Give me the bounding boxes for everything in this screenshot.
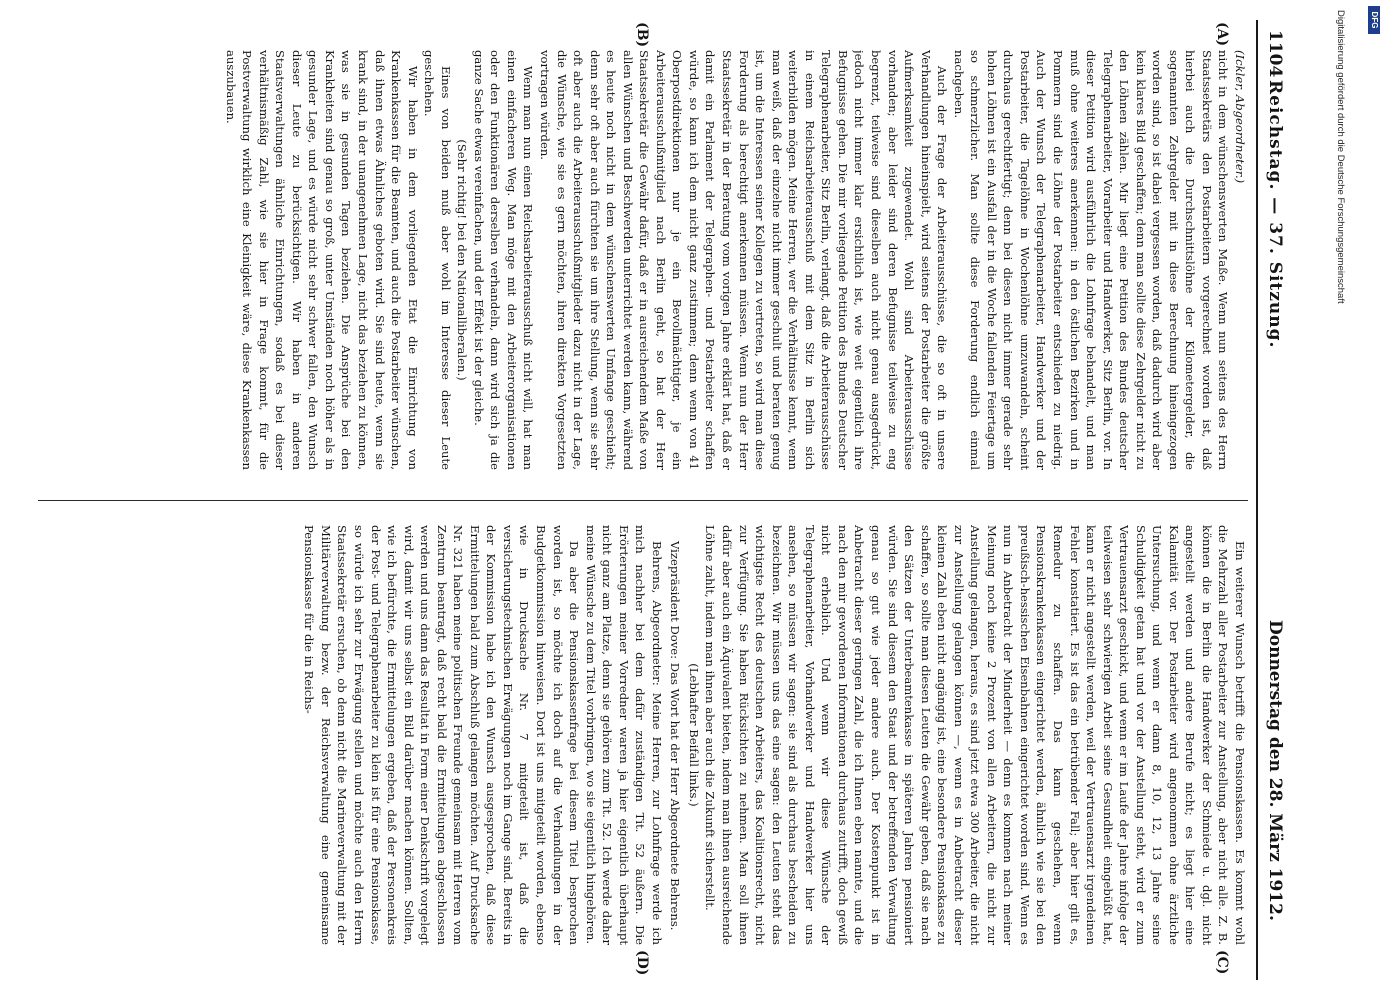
column-divider [38,500,1248,501]
dfg-logo [1368,6,1380,34]
digitization-note-text: Digitalisierung gefördert durch die Deutsche Forschungsgemeinschaft [1335,10,1346,304]
paragraph: Behrens, Abgeordneter: Meine Herren, zur Lohnfrage werde ich mich nachher bei dem dafür zuständigen Tit. 52 äußern. Die Erörterungen meiner Vorredner waren ja hier eigentlich überhaupt nicht ganz am Platze, denn sie gehören zum Tit. 52. Ich werde daher meine Wünsche zu dem Titel vorbringen, wo sie eigentlich hingehören. [583,525,664,945]
paragraph: Auch der Frage der Arbeiterausschüsse, die so oft in unsere Verhandlungen hineinspielt, wird seitens der Postarbeiter die größte Aufmerksamkeit zugewendet. Wohl sind Arbeiterausschüsse vorhanden; aber leider sind deren Befugnisse teilweise zu eng begrenzt, teilweise sind dieselben auch nicht genau ausgedrückt, jedoch nicht immer klar ersichtlich ist, wie weit eigentlich ihre Befugnisse gehen. Die mir vorliegende Petition des Bundes Deutscher Telegraphenarbeiter, Sitz Berlin, verlangt, daß die Arbeiterausschüsse in einem Reichsarbeiterausschuß mit dem Sitz in Berlin sich weiterbilden mögen. Meine Herren, wer die Verhältnisse kennt, wenn man weiß, daß der einzelne nicht immer geschult und beraten genug ist, um die Interessen seiner Kollegen zu vertreten, so wird man diese Forderung als berechtigt anerkennen müssen. Wenn nun der Herr Staatssekretär in der Beratung vom vorigen Jahre erklärt hat, daß er damit ein Parlament der Telegraphen- und Postarbeiter schaffen würde, so kann ich dem nicht ganz zustimmen; denn wenn von 41 Oberpostdirektionen nur je ein Bevollmächtigter, je ein Arbeiterausschußmitglied nach Berlin geht, so hat der Herr Staatssekretär die Gewähr dafür, daß er in ausreichendem Maße von allen Wünschen und Beschwerden unterrichtet werden kann, während es heute noch nicht in dem wünschenswerten Umfange geschieht; denn sehr oft aber auch fürchten sie um ihre Stellung, wenn sie sehr oft aber auch die Arbeiterausschußmitglieder dazu nicht in der Lage, die Wünsche, wie sie es gern möchten, ihren direkten Vorgesetzten vortragen würden. [538,50,950,470]
left-text-column [38,50,1248,470]
paragraph: Da aber die Pensionskassenfrage bei diesem Titel besprochen worden ist, so möchte ich doch auf die Verhandlungen in der Budgetkommission hinweisen. Dort ist uns mitgeteilt worden, ebenso wie in Drucksache Nr. 7 mitgeteilt ist, daß die versicherungstechnischen Erwägungen noch im Gange sind. Bereits in der Kommission habe ich den Wunsch ausgesprochen, daß diese Ermittelungen bald zum Abschluß gelangen möchten. Auf Drucksache Nr. 321 haben meine politischen Freunde gemeinsam mit Herren vom Zentrum beantragt, daß recht bald die Ermittelungen abgeschlossen werden und uns dann das Resultat in Form einer Denkschrift vorgelegt wird, damit wir uns selbst ein Bild darüber machen können. Sollten, wie ich befürchte, die Ermittelungen ergeben, daß der Personenkreis der Post- und Telegraphenarbeiter zu klein ist für eine Pensionskasse, so würde ich sehr zur Erwägung stellen und möchte auch den Herrn Staatssekretär ersuchen, ob denn nicht die Marineverwaltung mit der Militärverwaltung bezw. der Reichsverwaltung eine gemeinsame Pensionskasse für die in Reichs- [302,525,582,945]
session-date: Donnerstag den 28. März 1912. [1265,620,1285,921]
margin-mark-d: (D) [634,950,650,976]
paragraph: nicht in dem wünschenswerten Maße. Wenn nun seitens des Herrn Staatssekretärs den Postarbeitern vorgerechnet worden ist, daß hierbei auch die Durchschnittslöhne der Kilometergelder, die sogenannten Zehrgelder mit in diese Berechnung hineingezogen worden sind, so ist dabei vergessen worden, daß dadurch wird aber kein klares Bild geschaffen; denn man sollte diese Zehrgelder nicht zu den Löhnen zählen. Mir liegt eine Petition des Bundes deutscher Telegraphenarbeiter, Vorarbeiter und Handwerker, Sitz Berlin, vor. In dieser Petition wird ausführlich die Lohnfrage behandelt, und man muß ohne weiteres anerkennen: in den östlichen Bezirken und in Pommern sind die Löhne der Postarbeiter entschieden zu niedrig. Auch der Wunsch der Telegraphenarbeiter, Handwerker und der Postarbeiter, die Tagelöhne in Wochenlöhne umzuwandeln, scheint durchaus gerechtfertigt; denn bei diesen nicht immer gerade sehr hohen Löhnen ist ein Ausfall der in die Woche fallenden Feiertage um so schmerzlicher. Man sollte diese Forderung endlich einmal nachgeben. [951,50,1231,470]
rotated-document-sheet [0,20,1290,980]
digitization-note [1330,10,1350,990]
interjection: (Lebhafter Beifall links.) [686,663,701,807]
speaker-line: (Ickler, Abgeordneter.) [1233,50,1247,184]
running-title: Reichstag. — 37. Sitzung. [1265,80,1285,349]
header-rule [1256,20,1258,980]
margin-mark-b: (B) [634,22,650,48]
paragraph: Ein weiterer Wunsch betrifft die Pensionskassen. Es kommt wohl die Mehrzahl aller Postarbeiter zur Anstellung, aber nicht alle. Z. B. können die in Berlin die Handwerker der Schmiede u. dgl. nicht angestellt werden und andere Berufe nicht; es liegt hier eine Kalamität vor. Der Postarbeiter wird angenommen ohne ärztliche Untersuchung, und wenn er dann 8, 10, 12, 13 Jahre seine Schuldigkeit getan hat und vor der Anstellung steht, wird er zum Vertrauensarzt geschickt, und wenn er im Laufe der Jahre infolge der teilweisen sehr schwierigen Arbeit seine Gesundheit eingebüßt hat, kann er nicht angestellt werden, weil der Vertrauensarzt irgendeinen Fehler konstatiert. Es ist das ein betrübender Fall; aber hier gilt es, Remedur zu schaffen. Das kann geschehen, wenn Pensionskrankenkassen eingerichtet werden, ähnlich wie sie bei den preußisch-hessischen Eisenbahnen eingerichtet worden sind. Wenn es nun in Anbetracht der Minderheit — denn es kommen nach meiner Meinung noch keine 2 Prozent von allen Arbeitern, die nicht zur Anstellung gelangen, heraus, es sind jetzt etwa 300 Arbeiter, die nicht zur Anstellung gelangen können —, wenn es in Anbetracht dieser kleinen Zahl eben nicht angängig ist, eine besondere Pensionskasse zu schaffen, so sollte man diesen Leuten die Gewähr geben, daß sie nach den Sätzen der Unterbeamtenkasse in späteren Jahren pensioniert würden. Sie sind diesem den Staat und der betreffenden Verwaltung genau so gut wie jeder andere auch. Der Kostenpunkt ist in Anbetracht dieser geringen Zahl, die ich Ihnen eben nannte, und die nach den mir gewordenen Informationen durchaus zutrifft, doch gewiß nicht erheblich. Und wenn wir diese Wünsche der Telegraphenarbeiter, Vorhandwerker und Handwerker hier uns ansehen, so müssen wir sagen: sie sind als durchaus bescheiden zu bezeichnen. Wir müssen uns das eine sagen: den Leuten steht das wichtigste Recht des deutschen Arbeiters, das Koalitionsrecht, nicht zur Verfügung. Sie haben Rücksichten zu nehmen. Man soll ihnen dafür aber auch ein Äquivalent bieten, indem man ihnen ausreichende Löhne zahlt, indem man ihnen aber auch die Zukunft sicherstellt. [703,525,1247,945]
margin-mark-a: (A) [1214,22,1230,47]
paragraph: Vizepräsident Dove: Das Wort hat der Herr Abgeordnete Behrens. [668,541,683,931]
paragraph: Wir haben in dem vorliegenden Etat die Einrichtung von Krankenkassen für die Beamten, und auch die Postarbeiter wünschen, daß ihnen etwas Ähnliches geboten wird. Sie sind heute, wenn sie krank sind, in der unangenehmen Lage, nicht das beziehen zu können, was sie in gesunden Tagen beziehen. Die Ansprüche bei den Krankheiten sind genau so groß, unter Umständen noch höher als in gesunder Lage, und es würde nicht sehr schwer fallen, den Wunsch dieser Leute zu berücksichtigen. Wir haben in anderen Staatsverwaltungen ähnliche Einrichtungen, sodaß es bei dieser verhältnismäßig Zahl, wie sie hier in Frage kommt, für die Postverwaltung wirklich eine Kleinigkeit wäre, diese Krankenkassen auszubauen. [223,50,420,470]
paragraph: Eines von beiden muß aber wohl im Interesse dieser Leute geschehen. [422,50,453,470]
paragraph: Wenn man nun einen Reichsarbeiterausschuß nicht will, hat man einen einfacheren Weg. Man möge mit den Arbeiterorganisationen oder den Funktionären derselben verhandeln, dann wird sich ja die ganze Sache etwas vereinfachen, und der Effekt ist der gleiche. [471,50,536,470]
page-number: 1104 [1265,30,1285,78]
interjection: (Sehr richtig! bei den Nationalliberalen.) [455,139,470,381]
right-text-column [38,525,1248,945]
dfg-logo-text: DFG [1370,11,1379,29]
margin-mark-c: (C) [1214,950,1230,975]
